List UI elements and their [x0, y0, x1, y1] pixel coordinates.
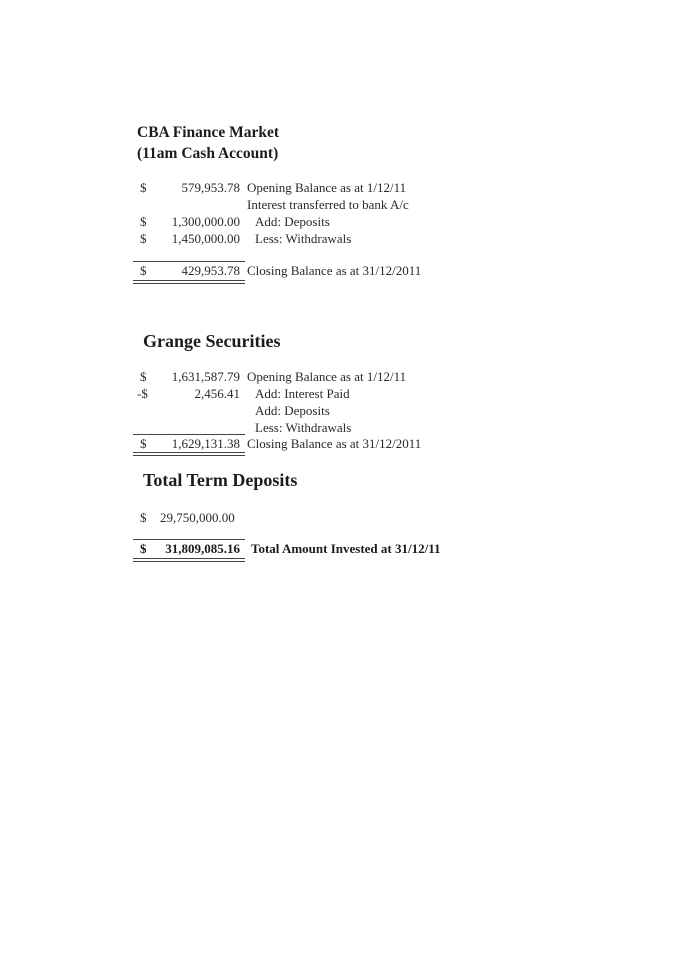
currency-symbol: $: [140, 541, 147, 556]
total-amount: [140, 541, 240, 557]
row-description: Add: Deposits: [255, 214, 330, 229]
term-title: Total Term Deposits: [143, 470, 298, 490]
cba-row-amount: [140, 214, 240, 230]
row-description: Add: Deposits: [255, 403, 330, 418]
amount-value: 429,953.78: [181, 263, 240, 278]
subtotal-rule: [133, 261, 245, 262]
currency-symbol: $: [140, 214, 147, 229]
amount-value: 31,809,085.16: [165, 541, 240, 556]
amount-value: 1,629,131.38: [171, 436, 240, 451]
row-description: Closing Balance as at 31/12/2011: [247, 436, 422, 451]
currency-symbol: -$: [137, 386, 148, 401]
amount-value: 1,450,000.00: [171, 231, 240, 246]
subtotal-rule: [133, 434, 245, 435]
currency-symbol: $: [140, 436, 147, 451]
row-description: Opening Balance as at 1/12/11: [247, 369, 407, 384]
grange-title: Grange Securities: [143, 331, 281, 351]
double-underline: [133, 452, 245, 456]
term-row-amount: [140, 510, 240, 526]
grange-closing-amount: [140, 436, 240, 452]
cba-subtitle: (11am Cash Account): [137, 145, 279, 162]
currency-symbol: $: [140, 263, 147, 278]
cba-row-amount: [140, 231, 240, 247]
row-description: Interest transferred to bank A/c: [247, 197, 409, 212]
currency-symbol: $: [140, 180, 147, 195]
grange-row-amount: [140, 369, 240, 385]
row-description: Less: Withdrawals: [255, 420, 352, 435]
row-description: Less: Withdrawals: [255, 231, 352, 246]
currency-symbol: $: [140, 231, 147, 246]
cba-row-amount: [140, 180, 240, 196]
currency-symbol: $: [140, 369, 147, 384]
amount-value: 1,300,000.00: [171, 214, 240, 229]
currency-symbol: $: [140, 510, 147, 525]
cba-closing-amount: [140, 263, 240, 279]
double-underline: [133, 280, 245, 284]
amount-value: 29,750,000.00: [160, 510, 235, 525]
cba-title: CBA Finance Market: [137, 124, 280, 141]
subtotal-rule: [133, 539, 245, 540]
amount-value: 579,953.78: [181, 180, 240, 195]
amount-value: 1,631,587.79: [171, 369, 240, 384]
double-underline: [133, 558, 245, 562]
row-description: Total Amount Invested at 31/12/11: [251, 541, 441, 556]
grange-row-amount: [137, 386, 240, 402]
amount-value: 2,456.41: [194, 386, 240, 401]
row-description: Closing Balance as at 31/12/2011: [247, 263, 422, 278]
row-description: Add: Interest Paid: [255, 386, 350, 401]
row-description: Opening Balance as at 1/12/11: [247, 180, 407, 195]
